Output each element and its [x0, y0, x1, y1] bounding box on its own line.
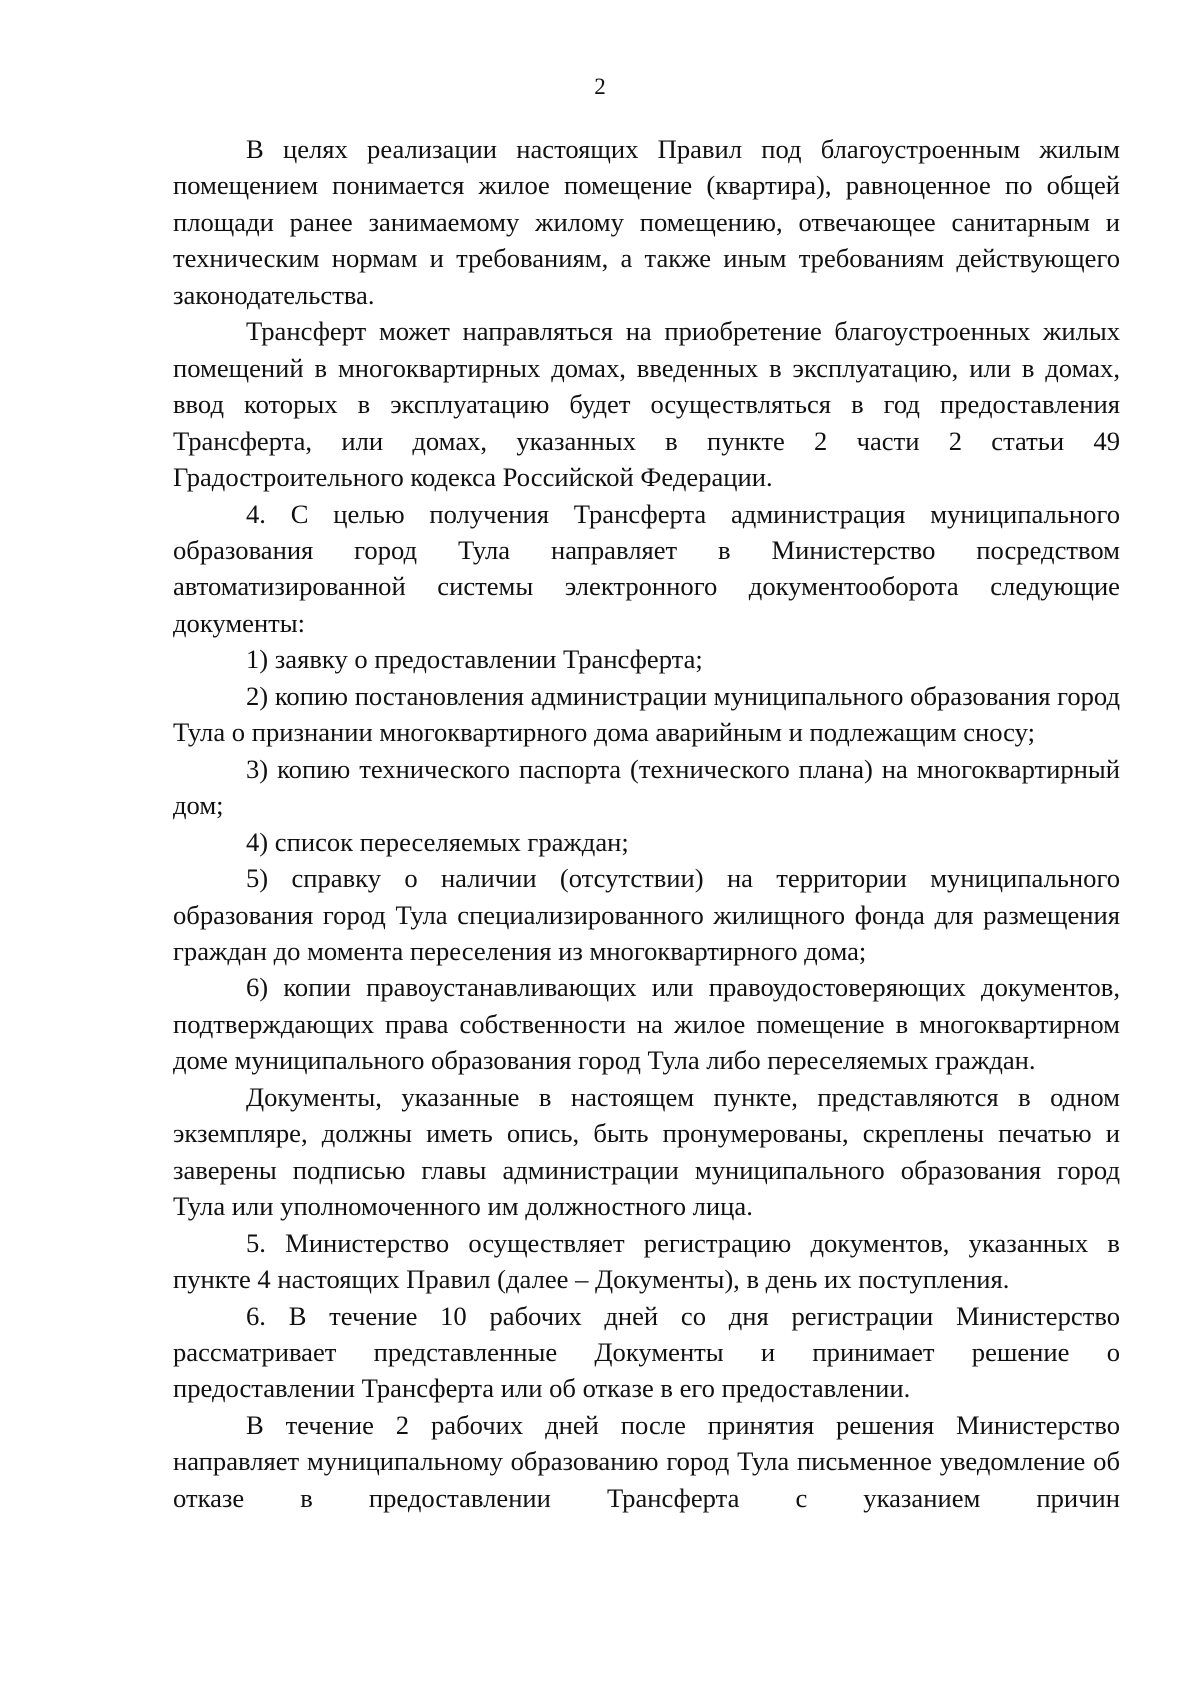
paragraph-item-6: 6. В течение 10 рабочих дней со дня регистрации Министерство рассматривает представленные Документы и принимает решение о предоставлении Трансферта или об отказе в его предоставлении.: [173, 1300, 1120, 1404]
paragraph-transfer-purpose: Трансферт может направляться на приобретение благоустроенных жилых помещений в многоквартирных домах, введенных в эксплуатацию, или в домах, ввод которых в эксплуатацию будет осуществляться в год предоставления Трансферта, или домах, указанных в пункте 2 части 2 статьи 49 Градостроительного кодекса Российской Федерации.: [173, 316, 1120, 493]
page-number: 2: [594, 74, 606, 99]
paragraph-item-5: 5. Министерство осуществляет регистрацию документов, указанных в пункте 4 настоящих Правил (далее – Документы), в день их поступления.: [173, 1227, 1120, 1295]
document-body: [173, 131, 1120, 1516]
paragraph-definition: В целях реализации настоящих Правил под благоустроенным жилым помещением понимается жилое помещение (квартира), равноценное по общей площади ранее занимаемому жилому помещению, отвечающее санитарным и техническим нормам и требованиям, а также иным требованиям действующего законодательства.: [173, 134, 1120, 310]
list-item-6: 6) копии правоустанавливающих или правоудостоверяющих документов, подтверждающих права собственности на жилое помещение в многоквартирном доме муниципального образования город Тула либо переселяемых граждан.: [173, 972, 1120, 1076]
paragraph-documents-requirements: Документы, указанные в настоящем пункте, представляются в одном экземпляре, должны иметь опись, быть пронумерованы, скреплены печатью и заверены подписью главы администрации муниципального образования город Тула или уполномоченного им должностного лица.: [173, 1081, 1120, 1222]
list-item-2: 2) копию постановления администрации муниципального образования город Тула о признании многоквартирного дома аварийным и подлежащим сносу;: [173, 680, 1120, 748]
list-item-1: 1) заявку о предоставлении Трансферта;: [246, 644, 703, 675]
list-item-5: 5) справку о наличии (отсутствии) на территории муниципального образования город Тула специализированного жилищного фонда для размещения граждан до момента переселения из многоквартирного дома;: [173, 863, 1120, 966]
paragraph-refusal-notice: В течение 2 рабочих дней после принятия решения Министерство направляет муниципальному образованию город Тула письменное уведомление об отказе в предоставлении Трансферта с указанием причин: [173, 1409, 1120, 1513]
list-item-4: 4) список переселяемых граждан;: [246, 826, 629, 857]
paragraph-item-4: 4. С целью получения Трансферта администрация муниципального образования город Тула направляет в Министерство посредством автоматизированной системы электронного документооборота следующие документы:: [173, 498, 1120, 638]
list-item-3: 3) копию технического паспорта (технического плана) на многоквартирный дом;: [173, 753, 1120, 821]
